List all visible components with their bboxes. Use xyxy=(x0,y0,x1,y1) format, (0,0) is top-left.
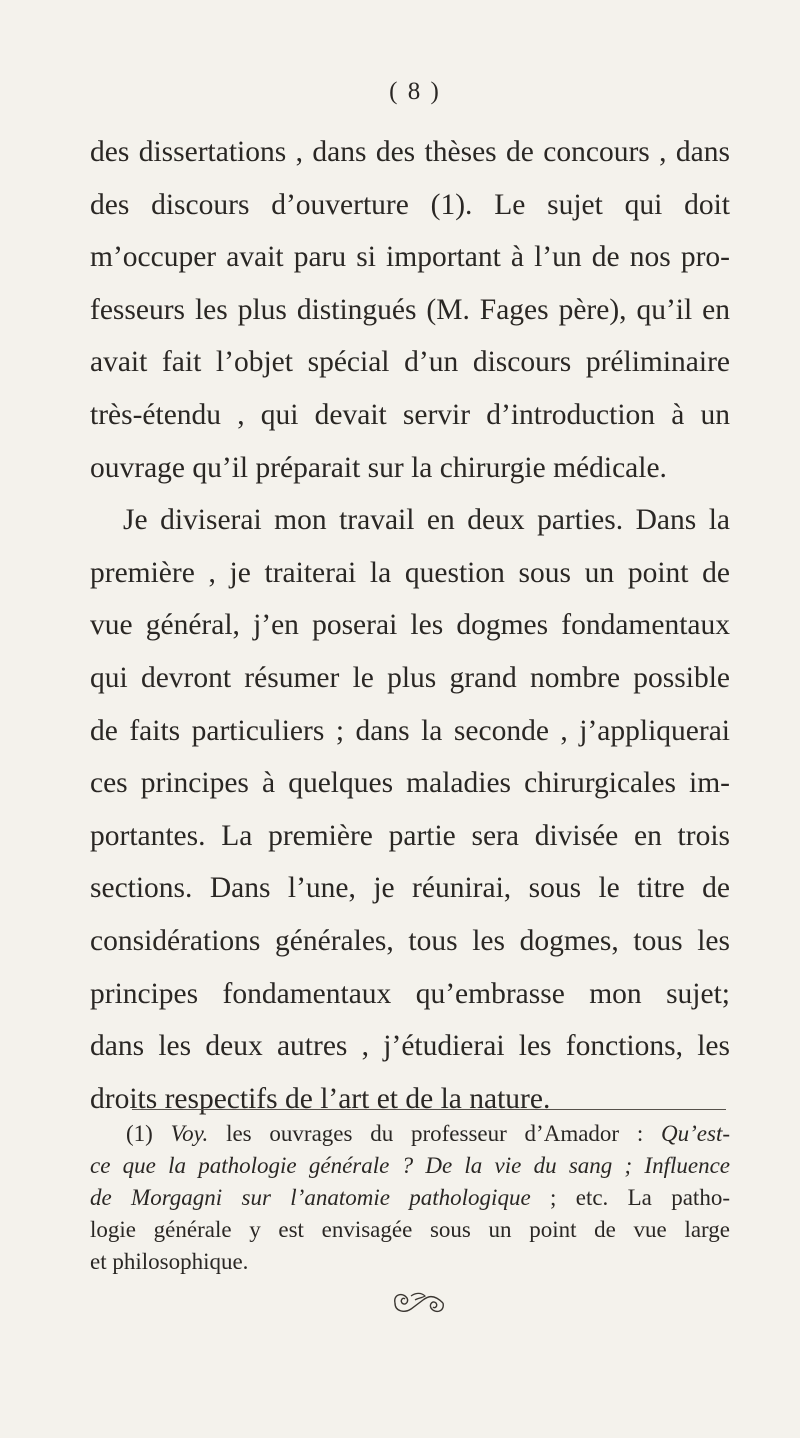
text-line: ouvrage qu’il préparait sur la chirurgie médicale. xyxy=(90,451,667,484)
text-line: avait fait l’objet spécial d’un discours préliminaire xyxy=(90,346,730,379)
text-line: fesseurs les plus distingués (M. Fages père), qu’il en xyxy=(90,293,730,326)
footnote-after-titles: ; etc. La patho- xyxy=(530,1185,730,1210)
page-number: ( 8 ) xyxy=(389,78,441,105)
text-line: m’occuper avait paru si important à l’un de nos pro- xyxy=(90,241,730,274)
footnote-title-part: Qu’est- xyxy=(661,1121,730,1146)
text-line: qui devront résumer le plus grand nombre possible xyxy=(90,661,730,694)
text-line: Je diviserai mon travail en deux parties. Dans la xyxy=(123,504,730,537)
text-line: de faits particuliers ; dans la seconde , j’appliquerai xyxy=(90,714,730,747)
fleuron-ornament-icon xyxy=(389,1288,449,1318)
text-line: première , je traiterai la question sous un point de xyxy=(90,556,730,589)
text-line: très-étendu , qui devait servir d’introduction à un xyxy=(90,398,730,431)
footnote-lead: les ouvrages du professeur d’Amador : xyxy=(208,1121,662,1146)
footnote xyxy=(90,1118,730,1278)
text-line: considérations générales, tous les dogmes, tous les xyxy=(90,924,730,957)
footnote-separator xyxy=(132,1109,726,1110)
text-line: sections. Dans l’une, je réunirai, sous le titre de xyxy=(90,872,730,905)
footnote-title-part: ce que la pathologie générale ? De la vie du sang ; Influence xyxy=(90,1153,730,1178)
footnote-marker: (1) xyxy=(126,1121,153,1146)
text-line: des dissertations , dans des thèses de concours , dans xyxy=(90,136,730,168)
text-line: ces principes à quelques maladies chirurgicales im- xyxy=(90,767,730,800)
footnote-line xyxy=(90,1118,730,1150)
main-text xyxy=(90,126,730,1125)
text-line: des discours d’ouverture (1). Le sujet qui doit xyxy=(90,188,730,221)
text-line: droits respectifs de l’art et de la nature. xyxy=(90,1082,551,1115)
text-line: dans les deux autres , j’étudierai les fonctions, les xyxy=(90,1030,730,1063)
text-line: portantes. La première partie sera divisée en trois xyxy=(90,819,730,852)
footnote-line: logie générale y est envisagée sous un point de vue large xyxy=(90,1217,730,1242)
footnote-line xyxy=(90,1150,730,1182)
text-line: vue général, j’en poserai les dogmes fondamentaux xyxy=(90,609,730,642)
footnote-title-part: de Morgagni sur l’anatomie pathologique xyxy=(90,1185,531,1210)
footnote-line xyxy=(90,1182,730,1214)
footnote-voy: Voy. xyxy=(170,1121,209,1146)
footnote-line: et philosophique. xyxy=(90,1249,249,1274)
text-line: principes fondamentaux qu’embrasse mon sujet; xyxy=(90,977,730,1010)
